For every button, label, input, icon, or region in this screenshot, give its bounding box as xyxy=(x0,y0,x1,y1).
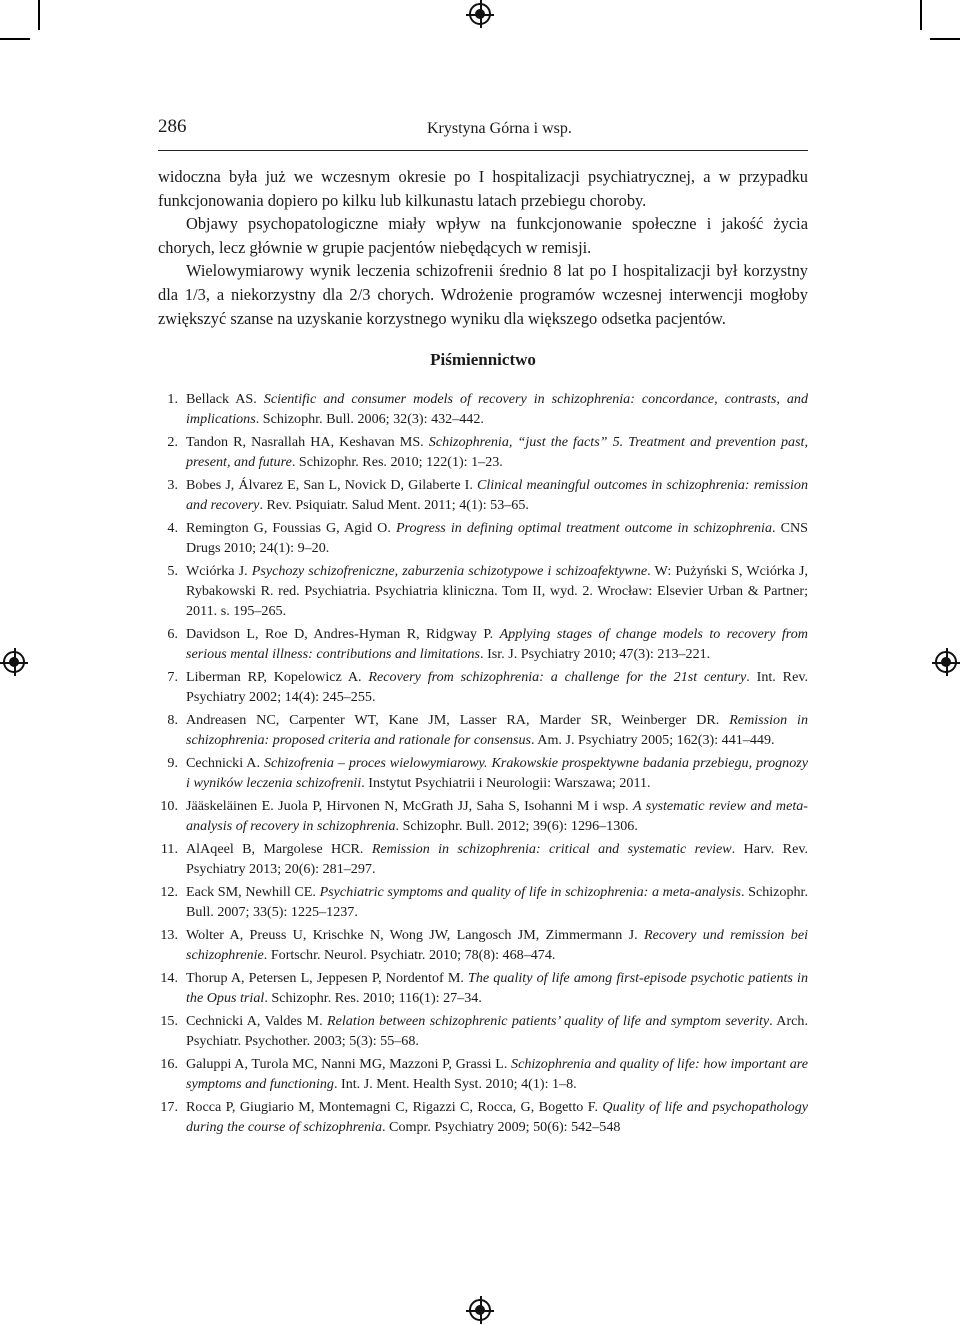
reference-source: . Schizophr. Res. 2010; 116(1): 27–34. xyxy=(264,990,482,1007)
reference-item xyxy=(158,882,808,922)
reference-title: Schizophrenia and quality of life: how important are symptoms and functioning xyxy=(186,1056,808,1093)
reference-source: . Rev. Psiquiatr. Salud Ment. 2011; 4(1): 53–65. xyxy=(259,497,529,514)
reference-title: Quality of life and psychopathology during the course of schizophrenia xyxy=(186,1099,808,1136)
reference-title: Recovery from schizophrenia: a challenge for the 21st century xyxy=(368,669,747,686)
reference-number: 16. xyxy=(160,1056,178,1073)
reference-item xyxy=(158,925,808,965)
reference-source: . Int. J. Ment. Health Syst. 2010; 4(1): 1–8. xyxy=(333,1076,577,1093)
body-text xyxy=(158,165,808,330)
reference-item xyxy=(158,753,808,793)
reference-authors: Wolter A, Preuss U, Krischke N, Wong JW, Langosch JM, Zimmermann J. xyxy=(186,927,644,944)
reference-source: . Isr. J. Psychiatry 2010; 47(3): 213–221. xyxy=(480,646,711,663)
reference-title: The quality of life among first-episode psychotic patients in the Opus trial xyxy=(186,970,808,1007)
reference-number: 15. xyxy=(160,1013,178,1030)
reference-item xyxy=(158,796,808,836)
reference-number: 14. xyxy=(160,970,178,987)
reference-authors: Thorup A, Petersen L, Jeppesen P, Nordentof M. xyxy=(186,970,469,987)
reference-source: . Fortschr. Neurol. Psychiatr. 2010; 78(8): 468–474. xyxy=(263,947,556,964)
reference-number: 1. xyxy=(167,391,178,407)
references-list xyxy=(158,389,808,1140)
reference-title: A systematic review and meta-analysis of recovery in schizophrenia xyxy=(186,798,808,835)
reference-number: 10. xyxy=(160,798,178,815)
reference-authors: Cechnicki A, Valdes M. xyxy=(186,1013,328,1030)
references-heading: Piśmiennictwo xyxy=(430,350,536,369)
crop-mark-top-right xyxy=(920,0,922,30)
reference-source: . Schizophr. Bull. 2012; 39(6): 1296–1306. xyxy=(395,818,638,835)
reference-authors: Wciórka J. xyxy=(186,563,252,579)
reference-title: Schizophrenia, “just the facts” 5. Treatment and prevention past, present, and future xyxy=(186,434,808,471)
reference-title: Clinical meaningful outcomes in schizophrenia: remission and recovery xyxy=(186,477,808,514)
reference-source: . Am. J. Psychiatry 2005; 162(3): 441–449. xyxy=(531,732,775,749)
registration-mark-right-icon xyxy=(935,651,957,673)
reference-number: 9. xyxy=(167,755,178,772)
reference-title: Remission in schizophrenia: proposed criteria and rationale for consensus xyxy=(186,712,808,749)
reference-authors: Davidson L, Roe D, Andres-Hyman R, Ridgway P. xyxy=(186,626,500,643)
crop-mark-top-left xyxy=(38,0,40,30)
reference-authors: Tandon R, Nasrallah HA, Keshavan MS. xyxy=(186,434,429,450)
registration-mark-top-icon xyxy=(469,3,491,25)
reference-source: . Harv. Rev. Psychiatry 2013; 20(6): 281–297. xyxy=(186,841,808,878)
reference-title: Relation between schizophrenic patients’ quality of life and symptom severity xyxy=(327,1013,770,1030)
paragraph-2: Objawy psychopatologiczne miały wpływ na funkcjonowanie społeczne i jakość życia chorych, lecz głównie w grupie pacjentów niebędących w remisji. xyxy=(158,214,808,257)
reference-source: . Schizophr. Bull. 2007; 33(5): 1225–1237. xyxy=(186,884,808,921)
reference-item xyxy=(158,624,808,664)
reference-item xyxy=(158,968,808,1008)
reference-item xyxy=(158,710,808,750)
reference-authors: Andreasen NC, Carpenter WT, Kane JM, Lasser RA, Marder SR, Weinberger DR. xyxy=(186,712,730,729)
reference-number: 11. xyxy=(160,841,178,858)
reference-item xyxy=(158,475,808,515)
reference-authors: Remington G, Foussias G, Agid O. xyxy=(186,520,396,536)
reference-item xyxy=(158,432,808,472)
reference-title: Psychozy schizofreniczne, zaburzenia schizotypowe i schizoafektywne xyxy=(251,563,648,579)
reference-authors: Bellack AS. xyxy=(186,391,264,407)
reference-source: . Int. Rev. Psychiatry 2002; 14(4): 245–255. xyxy=(186,669,808,706)
reference-source: . Arch. Psychiatr. Psychother. 2003; 5(3): 55–68. xyxy=(186,1013,809,1050)
reference-number: 13. xyxy=(160,927,178,944)
registration-mark-left-icon xyxy=(3,651,25,673)
registration-mark-bottom-icon xyxy=(469,1299,491,1321)
reference-source: . Schizophr. Res. 2010; 122(1): 1–23. xyxy=(291,454,503,471)
paragraph-1: widoczna była już we wczesnym okresie po I hospitalizacji psychiatrycznej, a w przypadku funkcjonowania dopiero po kilku lub kilkunastu latach przebiegu choroby. xyxy=(158,167,808,210)
reference-number: 6. xyxy=(167,626,178,643)
reference-source: . CNS Drugs 2010; 24(1): 9–20. xyxy=(186,520,808,557)
reference-number: 2. xyxy=(167,434,178,450)
reference-title: Recovery und remission bei schizophrenie xyxy=(186,927,808,964)
reference-title: Psychiatric symptoms and quality of life in schizophrenia: a meta-analysis xyxy=(319,884,741,901)
reference-authors: Galuppi A, Turola MC, Nanni MG, Mazzoni P, Grassi L. xyxy=(186,1056,512,1073)
reference-title: Remission in schizophrenia: critical and systematic review xyxy=(371,841,732,858)
reference-authors: Liberman RP, Kopelowicz A. xyxy=(186,669,369,686)
reference-number: 3. xyxy=(167,477,178,493)
reference-title: Schizofrenia – proces wielowymiarowy. Krakowskie prospektywne badania przebiegu, prognozy i wyników leczenia schizofrenii xyxy=(186,755,809,792)
reference-item xyxy=(158,1011,808,1051)
reference-number: 12. xyxy=(160,884,178,901)
reference-authors: Cechnicki A. xyxy=(186,755,264,772)
reference-source: . Schizophr. Bull. 2006; 32(3): 432–442. xyxy=(255,411,484,428)
page-number: 286 xyxy=(158,116,187,137)
reference-item xyxy=(158,667,808,707)
reference-number: 4. xyxy=(167,520,178,536)
reference-item xyxy=(158,561,808,622)
reference-title: Progress in defining optimal treatment outcome in schizophrenia xyxy=(395,520,773,536)
reference-item xyxy=(158,839,808,879)
reference-item xyxy=(158,518,808,558)
reference-authors: Bobes J, Álvarez E, San L, Novick D, Gilaberte I. xyxy=(186,477,477,493)
reference-number: 7. xyxy=(167,669,178,686)
reference-number: 17. xyxy=(160,1099,178,1116)
reference-source: . W: Pużyński S, Wciórka J, Rybakowski R. red. Psychiatria. Psychiatria kliniczna. Tom II, wyd. 2. Wrocław: Elsevier Urban & Partner; 2011. s. 195–265. xyxy=(186,563,808,620)
reference-item xyxy=(158,1054,808,1094)
crop-mark-top-right-h xyxy=(930,38,960,40)
reference-item xyxy=(158,1097,808,1137)
reference-number: 8. xyxy=(167,712,178,729)
reference-authors: AlAqeel B, Margolese HCR. xyxy=(186,841,372,858)
reference-source: . Compr. Psychiatry 2009; 50(6): 542–548 xyxy=(382,1119,621,1136)
reference-number: 5. xyxy=(167,563,178,579)
reference-source: . Instytut Psychiatrii i Neurologii: Warszawa; 2011. xyxy=(361,775,651,792)
reference-authors: Jääskeläinen E. Juola P, Hirvonen N, McGrath JJ, Saha S, Isohanni M i wsp. xyxy=(186,798,633,815)
reference-authors: Eack SM, Newhill CE. xyxy=(186,884,320,901)
reference-title: Scientific and consumer models of recovery in schizophrenia: concordance, contrasts, and implications xyxy=(186,391,808,428)
reference-title: Applying stages of change models to recovery from serious mental illness: contributions and limitations xyxy=(186,626,808,663)
paragraph-3: Wielowymiarowy wynik leczenia schizofrenii średnio 8 lat po I hospitalizacji był korzystny dla 1/3, a niekorzystny dla 2/3 chorych. Wdrożenie programów wczesnej interwencji mogłoby zwiększyć szanse na uzyskanie korzystnego wyniku dla większego odsetka pacjentów. xyxy=(158,261,808,328)
crop-mark-top-left-h xyxy=(0,38,30,40)
header-rule xyxy=(158,150,808,151)
reference-item xyxy=(158,389,808,429)
reference-authors: Rocca P, Giugiario M, Montemagni C, Rigazzi C, Rocca, G, Bogetto F. xyxy=(186,1099,603,1116)
running-head: Krystyna Górna i wsp. xyxy=(427,120,572,137)
